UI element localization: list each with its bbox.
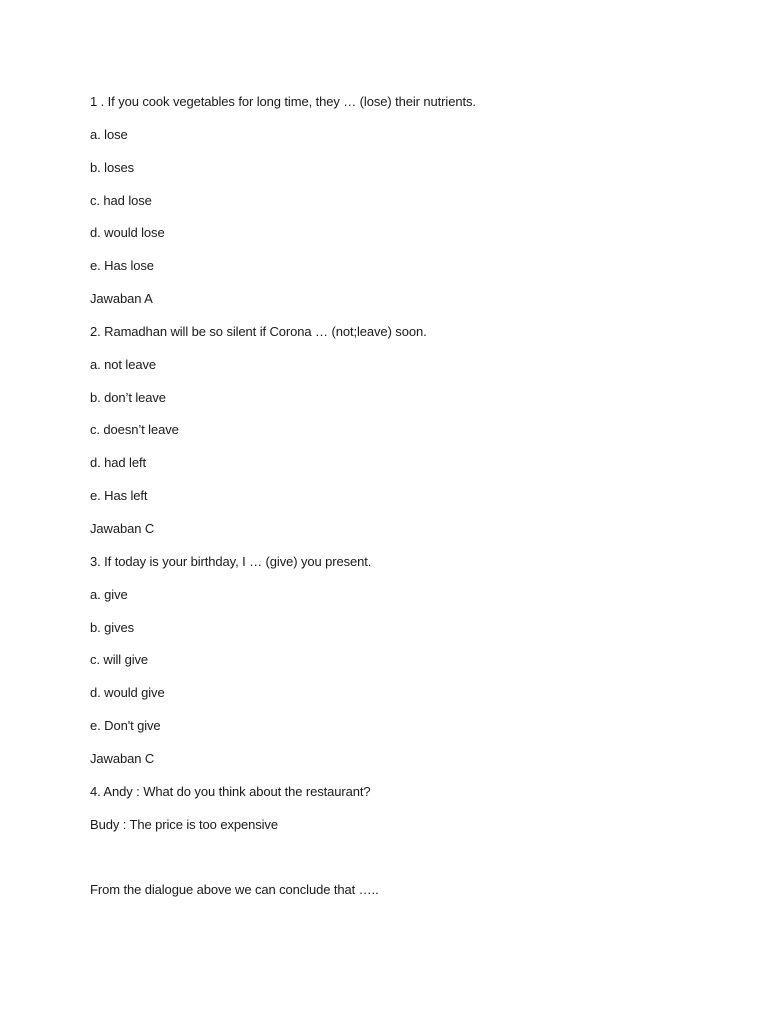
q3-option-a: a. give	[90, 586, 128, 602]
question-3-text: 3. If today is your birthday, I … (give) you present.	[90, 553, 372, 569]
question-2-text: 2. Ramadhan will be so silent if Corona … (not;leave) soon.	[90, 323, 427, 339]
q2-option-a: a. not leave	[90, 356, 157, 372]
q1-answer: Jawaban A	[90, 291, 153, 307]
q3-option-e: e. Don't give	[90, 718, 161, 734]
q2-option-e: e. Has left	[90, 488, 148, 504]
q3-option-b: b. gives	[90, 619, 135, 635]
q1-option-a: a. lose	[90, 126, 128, 142]
q1-option-d: d. would lose	[90, 225, 165, 241]
q1-option-c: c. had lose	[90, 192, 152, 208]
q2-answer: Jawaban C	[90, 520, 155, 536]
q2-option-b: b. don’t leave	[90, 389, 166, 405]
q3-option-d: d. would give	[90, 685, 165, 701]
q4-prompt: From the dialogue above we can conclude that …..	[90, 882, 379, 898]
q4-reply: Budy : The price is too expensive	[90, 816, 278, 832]
question-1-text: 1 . If you cook vegetables for long time, they … (lose) their nutrients.	[90, 94, 476, 109]
question-4-text: 4. Andy : What do you think about the restaurant?	[90, 783, 371, 799]
q2-option-d: d. had left	[90, 455, 146, 471]
document-page	[90, 93, 710, 914]
paragraph-spacer	[90, 848, 710, 881]
q3-option-c: c. will give	[90, 652, 149, 668]
q2-option-c: c. doesn’t leave	[90, 422, 179, 438]
q1-option-b: b. loses	[90, 159, 135, 175]
q1-option-e: e. Has lose	[90, 258, 154, 274]
q3-answer: Jawaban C	[90, 750, 155, 766]
